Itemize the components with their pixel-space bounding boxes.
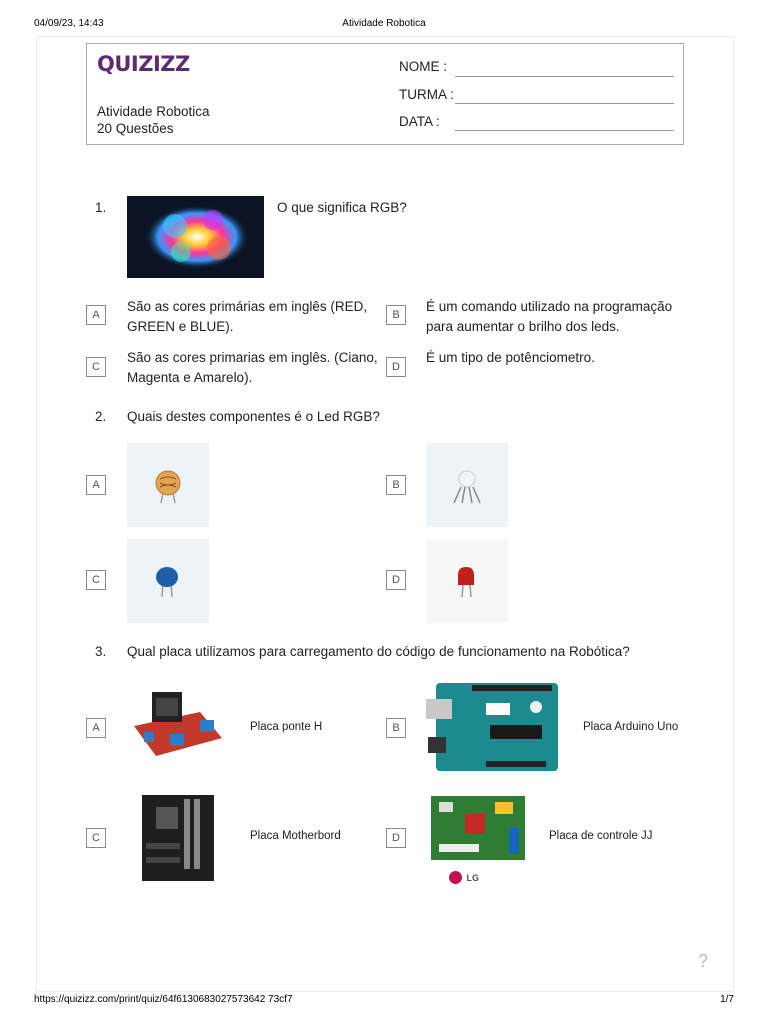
q3-option-d-text: Placa de controle JJ	[549, 830, 653, 842]
question-3-text: Qual placa utilizamos para carregamento do código de funcionamento na Robótica?	[127, 644, 630, 659]
lg-logo-text: LG	[466, 872, 479, 883]
q3-option-a-text: Placa ponte H	[250, 721, 323, 733]
q3-option-b-text: Placa Arduino Uno	[583, 721, 679, 733]
q1-option-c-text: São as cores primarias em inglês. (Ciano, Magenta e Amarelo).	[127, 350, 378, 385]
q2-option-a-box[interactable]: A	[86, 475, 106, 495]
print-header	[34, 18, 734, 30]
q1-option-b-box[interactable]: B	[386, 305, 406, 325]
q3-option-d-image	[429, 794, 527, 886]
q2-option-d-box[interactable]: D	[386, 570, 406, 590]
q1-option-c-box[interactable]: C	[86, 357, 106, 377]
q3-option-b-image	[426, 681, 561, 773]
color-explosion-image	[127, 196, 264, 278]
nome-label: NOME :	[399, 59, 448, 74]
question-1-number: 1.	[95, 200, 107, 215]
q2-option-d-image	[426, 539, 508, 623]
help-icon[interactable]: ?	[697, 951, 708, 971]
question-1-text: O que significa RGB?	[277, 200, 407, 215]
q3-option-d-box[interactable]: D	[386, 828, 406, 848]
print-footer	[34, 994, 734, 1006]
q1-option-a-box[interactable]: A	[86, 305, 106, 325]
q3-option-c-box[interactable]: C	[86, 828, 106, 848]
q3-option-a-box[interactable]: A	[86, 718, 106, 738]
print-title: Atividade Robotica	[342, 18, 426, 29]
ldr-sensor-icon	[127, 443, 209, 527]
quiz-title: Atividade Robotica	[97, 104, 210, 119]
data-line[interactable]	[455, 130, 674, 131]
h-bridge-board-icon	[130, 686, 225, 766]
q3-option-a-image	[130, 686, 225, 766]
q1-option-d-box[interactable]: D	[386, 357, 406, 377]
nome-line[interactable]	[455, 76, 674, 77]
turma-label: TURMA :	[399, 87, 454, 102]
ceramic-capacitor-icon	[127, 539, 209, 623]
print-page-number: 1/7	[720, 994, 734, 1005]
control-board-icon	[429, 794, 527, 864]
motherboard-icon	[140, 793, 220, 883]
red-led-icon	[426, 539, 508, 623]
q3-option-c-text: Placa Motherbord	[250, 830, 341, 842]
q1-option-a-text: São as cores primárias em inglês (RED, GREEN e BLUE).	[127, 299, 368, 334]
print-url: https://quizizz.com/print/quiz/64f6130683027573642 73cf7	[34, 994, 293, 1005]
lg-logo	[449, 869, 479, 883]
question-1-image	[127, 196, 264, 278]
quiz-header-box	[86, 43, 684, 145]
q2-option-b-box[interactable]: B	[386, 475, 406, 495]
question-3-number: 3.	[95, 644, 107, 659]
q2-option-b-image	[426, 443, 508, 527]
q3-option-c-image	[140, 793, 220, 883]
q1-option-b-text: É um comando utilizado na programação para aumentar o brilho dos leds.	[426, 299, 673, 334]
quiz-question-count: 20 Questões	[97, 121, 174, 136]
quizizz-logo: QUIZIZZ	[97, 52, 190, 76]
q1-option-d-text: É um tipo de potênciometro.	[426, 350, 595, 365]
q2-option-c-image	[127, 539, 209, 623]
print-datetime: 04/09/23, 14:43	[34, 18, 104, 29]
q2-option-c-box[interactable]: C	[86, 570, 106, 590]
data-label: DATA :	[399, 114, 440, 129]
q2-option-a-image	[127, 443, 209, 527]
q3-option-b-box[interactable]: B	[386, 718, 406, 738]
question-2-number: 2.	[95, 409, 107, 424]
arduino-uno-board-icon	[426, 681, 561, 773]
turma-line[interactable]	[455, 103, 674, 104]
question-2-text: Quais destes componentes é o Led RGB?	[127, 409, 380, 424]
rgb-led-icon	[426, 443, 508, 527]
